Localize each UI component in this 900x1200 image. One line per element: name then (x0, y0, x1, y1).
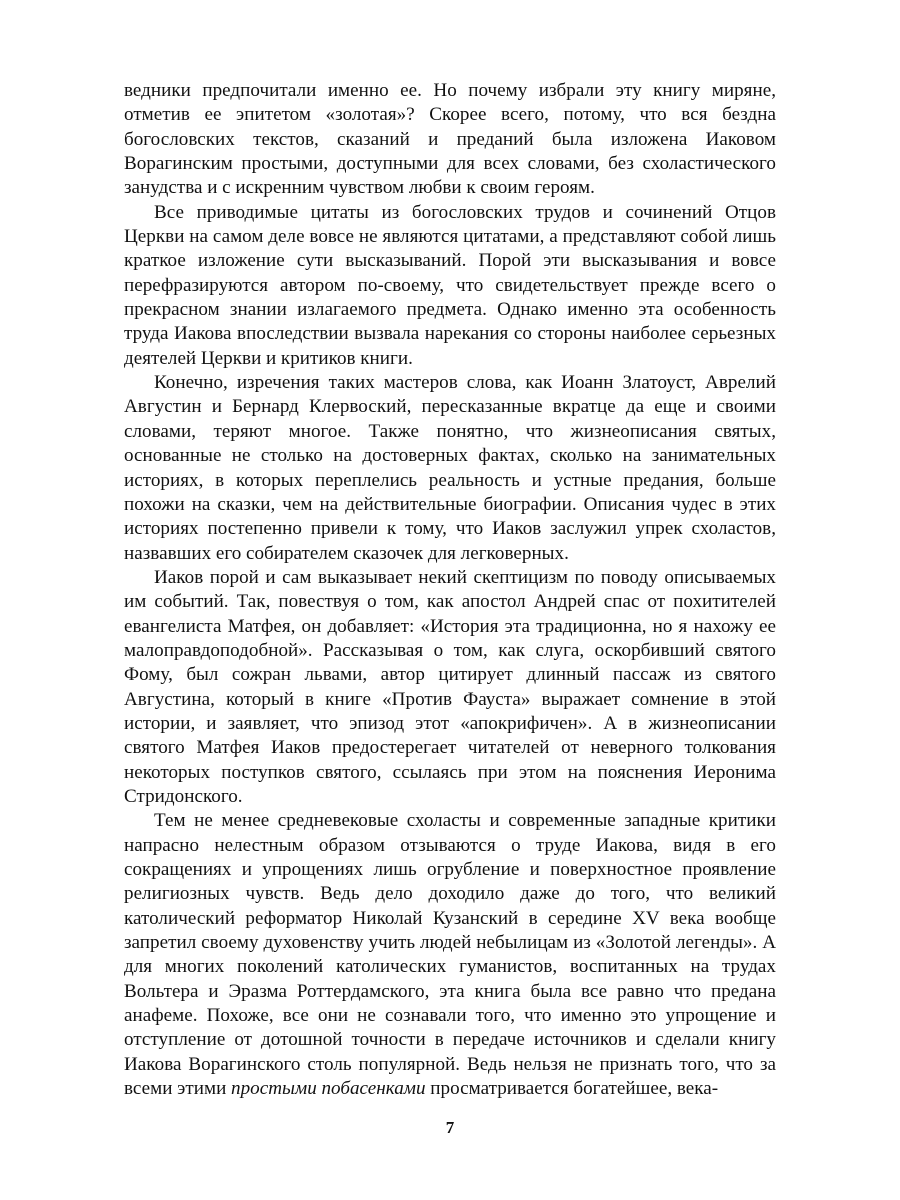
page-number: 7 (445, 1118, 455, 1137)
paragraph-2: Все приводимые цитаты из богословских трудов и сочинений Отцов Церкви на самом деле вовсе не являются цитатами, а представляют собой лишь краткое изложение сути высказываний. Порой эти высказывания и вовсе перефразируются автором по-своему, что свидетельствует прежде всего о прекрасном знании излагаемого предмета. Однако именно эта особенность труда Иакова впоследствии вызвала нарекания со стороны наиболее серьезных деятелей Церкви и критиков книги. (124, 201, 776, 369)
paragraph-5 (124, 809, 776, 1101)
paragraph-5-segment-normal-2: просматривается богатейшее, века- (425, 1078, 719, 1100)
paragraph-5-segment-normal-1: Тем не менее средневековые схоласты и современные западные критики напрасно нелестным образом отзываются о труде Иакова, видя в его сокращениях и упрощениях лишь огрубление и поверхностное проявление религиозных чувств. Ведь дело доходило даже до того, что великий католический реформатор Николай Кузанский в середине XV века вообще запретил своему духовенству учить людей небылицам из «Золотой легенды». А для многих поколений католических гуманистов, воспитанных на трудах Вольтера и Эразма Роттердамского, эта книга была все равно что предана анафеме. Похоже, все они не сознавали того, что именно это упрощение и отступление от дотошной точности в передаче источников и сделали книгу Иакова Ворагинского столь популярной. Ведь нельзя не признать того, что за всеми этими (124, 810, 776, 1100)
paragraph-1: ведники предпочитали именно ее. Но почему избрали эту книгу миряне, отметив ее эпитетом «золотая»? Скорее всего, потому, что вся бездна богословских текстов, сказаний и преданий была изложена Иаковом Ворагинским простыми, доступными для всех словами, без схоластического занудства и с искренним чувством любви к своим героям. (124, 80, 776, 199)
paragraph-3: Конечно, изречения таких мастеров слова, как Иоанн Златоуст, Аврелий Августин и Бернард Клервоский, пересказанные вкратце да еще и своими словами, теряют многое. Также понятно, что жизнеописания святых, основанные не столько на достоверных фактах, сколько на занимательных историях, в которых переплелись реальность и устные предания, больше похожи на сказки, чем на действительные биографии. Описания чудес в этих историях постепенно привели к тому, что Иаков заслужил упрек схоластов, назвавших его собирателем сказочек для легковерных. (124, 372, 776, 564)
page-text-block (124, 79, 776, 1101)
paragraph-4: Иаков порой и сам выказывает некий скептицизм по поводу описываемых им событий. Так, повествуя о том, как апостол Андрей спас от похитителей евангелиста Матфея, он добавляет: «История эта традиционна, но я нахожу ее малоправдоподобной». Рассказывая о том, как слуга, оскорбивший святого Фому, был сожран львами, автор цитирует длинный пассаж из святого Августина, который в книге «Против Фауста» выражает сомнение в этой истории, и заявляет, что эпизод этот «апокрифичен». А в жизнеописании святого Матфея Иаков предостерегает читателей от неверного толкования некоторых поступков святого, ссылаясь при этом на пояснения Иеронима Стридонского. (124, 566, 776, 807)
paragraph-5-segment-italic: простыми побасенками (231, 1078, 426, 1100)
